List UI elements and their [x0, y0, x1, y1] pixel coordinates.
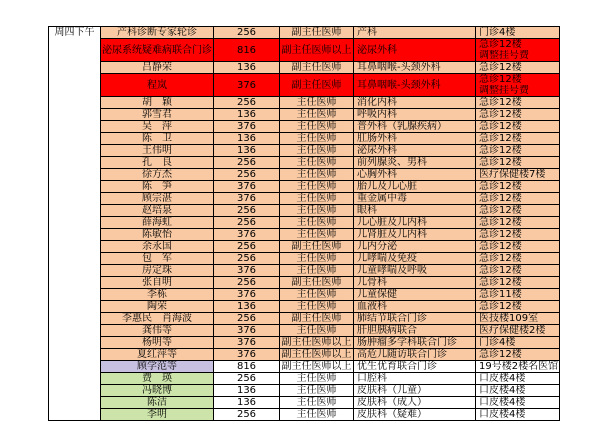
schedule-row — [49, 205, 560, 217]
location-cell — [476, 385, 560, 397]
doctor-name-cell: 郭雪君 — [101, 109, 214, 121]
location-cell — [476, 109, 560, 121]
location-line: 医疗保健楼7楼 — [479, 169, 546, 180]
location-line: 医疗保健楼2楼 — [479, 325, 546, 336]
location-line: 急诊11楼 — [479, 289, 522, 300]
location-cell — [476, 121, 560, 133]
doctor-name-cell: 陈 笋 — [101, 181, 214, 193]
title-cell: 主任医师 — [280, 229, 354, 241]
department-cell: 儿童保健 — [354, 289, 476, 301]
department-cell: 儿哮喘及免疫 — [354, 253, 476, 265]
title-cell: 副主任医师 — [280, 241, 354, 253]
doctor-name-cell: 陶荣 — [101, 301, 214, 313]
title-cell: 主任医师 — [280, 193, 354, 205]
fee-cell: 256 — [214, 277, 280, 289]
schedule-row — [49, 277, 560, 289]
location-cell — [476, 325, 560, 337]
doctor-name-cell: 杨明等 — [101, 337, 214, 349]
fee-cell: 376 — [214, 325, 280, 337]
fee-cell: 136 — [214, 62, 280, 74]
schedule-row — [49, 289, 560, 301]
fee-cell: 376 — [214, 181, 280, 193]
title-cell: 主任医师 — [280, 181, 354, 193]
department-cell: 优生优育联合门诊 — [354, 361, 476, 373]
department-cell: 心胸外科 — [354, 169, 476, 181]
schedule-row — [49, 373, 560, 385]
schedule-row — [49, 301, 560, 313]
fee-cell: 376 — [214, 121, 280, 133]
day-label: 周四下午 — [49, 27, 101, 421]
title-cell: 主任医师 — [280, 121, 354, 133]
location-line: 口皮楼4楼 — [479, 385, 526, 396]
title-cell: 副主任医师 — [280, 313, 354, 325]
fee-cell: 136 — [214, 397, 280, 409]
doctor-name-cell: 徐方杰 — [101, 169, 214, 181]
location-line: 医技楼109室 — [479, 313, 539, 324]
location-cell — [476, 349, 560, 361]
department-cell: 肺结节联合门诊 — [354, 313, 476, 325]
doctor-name-cell: 吴 萍 — [101, 121, 214, 133]
title-cell: 主任医师 — [280, 253, 354, 265]
department-cell: 耳鼻咽喉-头颈外科 — [354, 74, 476, 97]
title-cell: 主任医师 — [280, 289, 354, 301]
location-line: 急诊12楼 — [479, 133, 522, 144]
location-cell — [476, 74, 560, 97]
title-cell: 副主任医师 — [280, 74, 354, 97]
department-cell: 泌尿外科 — [354, 145, 476, 157]
location-line: 19号楼2楼名医馆 — [479, 361, 558, 372]
location-line: 急诊12楼 — [479, 145, 522, 156]
department-cell: 胎儿及儿心脏 — [354, 181, 476, 193]
doctor-name-cell: 胡 颖 — [101, 97, 214, 109]
doctor-name-cell: 陈 卫 — [101, 133, 214, 145]
schedule-row — [49, 74, 560, 97]
title-cell: 主任医师 — [280, 325, 354, 337]
fee-cell: 256 — [214, 373, 280, 385]
department-cell: 前列腺炎、男科 — [354, 157, 476, 169]
doctor-name-cell: 李栋 — [101, 289, 214, 301]
title-cell: 副主任医师以上 — [281, 349, 352, 360]
location-cell — [476, 241, 560, 253]
location-line: 急诊12楼 — [479, 97, 522, 108]
fee-cell: 376 — [214, 337, 280, 349]
location-cell — [476, 133, 560, 145]
department-cell: 泌尿外科 — [354, 39, 476, 62]
schedule-row — [49, 397, 560, 409]
department-cell: 高危儿随访联合门诊 — [354, 349, 476, 361]
schedule-row — [49, 409, 560, 421]
location-line: 口皮楼4楼 — [479, 397, 526, 408]
title-cell: 主任医师 — [280, 205, 354, 217]
fee-cell: 256 — [214, 217, 280, 229]
schedule-row — [49, 97, 560, 109]
doctor-name-cell: 李惠民 肖海波 — [101, 313, 214, 325]
location-line: 急诊12楼 — [479, 241, 522, 252]
fee-cell: 256 — [214, 169, 280, 181]
location-cell — [476, 277, 560, 289]
location-cell — [476, 265, 560, 277]
title-cell: 主任医师 — [280, 397, 354, 409]
schedule-row — [49, 361, 560, 373]
schedule-row — [49, 62, 560, 74]
schedule-row — [49, 385, 560, 397]
doctor-name-cell: 陈敏怡 — [101, 229, 214, 241]
location-line: 急诊12楼 — [479, 205, 522, 216]
department-cell: 肠肿瘤多学科联合门诊 — [354, 337, 476, 349]
fee-cell: 256 — [214, 253, 280, 265]
department-cell: 血液科 — [354, 301, 476, 313]
title-cell: 副主任医师以上 — [281, 361, 352, 372]
schedule-row — [49, 325, 560, 337]
schedule-row — [49, 265, 560, 277]
title-cell: 副主任医师以上 — [280, 39, 354, 62]
fee-cell: 136 — [214, 385, 280, 397]
location-line: 急诊12楼 — [479, 181, 522, 192]
title-cell: 主任医师 — [280, 373, 354, 385]
department-cell: 肛肠外科 — [354, 133, 476, 145]
department-cell: 皮肤科（成人） — [354, 397, 476, 409]
schedule-body — [49, 27, 560, 421]
location-line: 急诊12楼 — [479, 109, 522, 120]
doctor-name-cell: 王伟明 — [101, 145, 214, 157]
fee-cell: 376 — [214, 74, 280, 97]
location-line: 急诊12楼 — [479, 39, 522, 50]
location-cell — [476, 62, 560, 74]
title-cell: 主任医师 — [280, 157, 354, 169]
location-cell — [476, 145, 560, 157]
location-line: 急诊12楼 — [479, 349, 522, 360]
doctor-name-cell: 陈洁 — [101, 397, 214, 409]
schedule-row — [49, 193, 560, 205]
title-cell: 主任医师 — [280, 109, 354, 121]
location-line: 急诊12楼 — [479, 62, 522, 73]
schedule-row — [49, 253, 560, 265]
location-cell — [476, 373, 560, 385]
location-cell — [476, 313, 560, 325]
doctor-name-cell: 夏红萍等 — [101, 349, 214, 361]
location-cell — [476, 397, 560, 409]
doctor-name-cell: 吕静荣 — [101, 62, 214, 74]
title-cell: 主任医师 — [280, 385, 354, 397]
schedule-row — [49, 229, 560, 241]
department-cell: 皮肤科（儿童） — [354, 385, 476, 397]
title-cell: 副主任医师 — [280, 62, 354, 74]
doctor-name-cell: 余永国 — [101, 241, 214, 253]
fee-cell: 256 — [214, 157, 280, 169]
doctor-name-cell: 泌尿系统疑难病联合门诊 — [101, 39, 214, 62]
location-line: 调整挂号费 — [479, 85, 529, 96]
schedule-row — [49, 169, 560, 181]
title-cell: 主任医师 — [280, 409, 354, 421]
location-line: 门诊4楼 — [479, 337, 516, 348]
schedule-row — [49, 241, 560, 253]
doctor-name-cell: 包 军 — [101, 253, 214, 265]
location-line: 急诊12楼 — [479, 157, 522, 168]
fee-cell: 136 — [214, 133, 280, 145]
schedule-row — [49, 39, 560, 62]
location-cell — [476, 217, 560, 229]
department-cell: 儿童哮喘及呼吸 — [354, 265, 476, 277]
schedule-table — [48, 26, 560, 421]
fee-cell: 256 — [214, 205, 280, 217]
doctor-name-cell: 张自明 — [101, 277, 214, 289]
title-cell: 主任医师 — [280, 265, 354, 277]
location-cell — [476, 229, 560, 241]
fee-cell: 376 — [214, 229, 280, 241]
department-cell: 口腔科 — [354, 373, 476, 385]
doctor-name-cell: 程岚 — [101, 74, 214, 97]
doctor-name-cell: 房定珠 — [101, 265, 214, 277]
location-cell — [476, 361, 560, 373]
location-line: 急诊12楼 — [479, 193, 522, 204]
department-cell: 重金属中毒 — [354, 193, 476, 205]
doctor-name-cell: 龚伟等 — [101, 325, 214, 337]
location-cell — [476, 301, 560, 313]
department-cell: 产科 — [354, 27, 476, 39]
title-cell: 主任医师 — [280, 301, 354, 313]
schedule-row — [49, 337, 560, 349]
fee-cell: 256 — [214, 409, 280, 421]
location-cell — [476, 289, 560, 301]
location-cell — [476, 169, 560, 181]
schedule-row — [49, 217, 560, 229]
title-cell: 主任医师 — [280, 133, 354, 145]
doctor-name-cell: 李明 — [101, 409, 214, 421]
fee-cell: 376 — [214, 289, 280, 301]
doctor-name-cell: 顾宗湛 — [101, 193, 214, 205]
schedule-row — [49, 133, 560, 145]
fee-cell: 816 — [214, 361, 280, 373]
title-cell: 主任医师 — [280, 97, 354, 109]
location-cell — [476, 253, 560, 265]
doctor-name-cell: 费 瑛 — [101, 373, 214, 385]
location-line: 口皮楼4楼 — [479, 373, 526, 384]
schedule-row — [49, 109, 560, 121]
location-cell — [476, 409, 560, 421]
fee-cell: 376 — [214, 265, 280, 277]
location-cell — [476, 181, 560, 193]
location-cell — [476, 337, 560, 349]
schedule-row — [49, 157, 560, 169]
doctor-name-cell: 产科诊断专家轮诊 — [101, 27, 214, 39]
doctor-name-cell: 顾学范等 — [101, 361, 214, 373]
fee-cell: 136 — [214, 145, 280, 157]
location-line: 急诊12楼 — [479, 74, 522, 85]
department-cell: 皮肤科（疑难） — [354, 409, 476, 421]
department-cell: 儿肾脏及儿内科 — [354, 229, 476, 241]
location-cell — [476, 27, 560, 39]
department-cell: 眼科 — [354, 205, 476, 217]
location-line: 急诊12楼 — [479, 265, 522, 276]
doctor-name-cell: 赵培泉 — [101, 205, 214, 217]
department-cell: 耳鼻咽喉-头颈外科 — [354, 62, 476, 74]
title-cell: 副主任医师 — [280, 277, 354, 289]
department-cell: 儿心脏及儿内科 — [354, 217, 476, 229]
title-cell: 副主任医师 — [280, 27, 354, 39]
department-cell: 消化内科 — [354, 97, 476, 109]
location-cell — [476, 193, 560, 205]
title-cell: 主任医师 — [280, 169, 354, 181]
schedule-row — [49, 313, 560, 325]
department-cell: 肝胆胰病联合 — [354, 325, 476, 337]
department-cell: 普外科（乳腺疾病） — [354, 121, 476, 133]
fee-cell: 376 — [214, 193, 280, 205]
location-line: 急诊12楼 — [479, 253, 522, 264]
fee-cell: 256 — [214, 27, 280, 39]
location-cell — [476, 39, 560, 62]
location-line: 急诊12楼 — [479, 301, 522, 312]
fee-cell: 136 — [214, 109, 280, 121]
schedule-row — [49, 121, 560, 133]
location-line: 急诊12楼 — [479, 229, 522, 240]
schedule-row — [49, 181, 560, 193]
location-line: 急诊12楼 — [479, 277, 522, 288]
department-cell: 儿骨科 — [354, 277, 476, 289]
department-cell: 儿内分泌 — [354, 241, 476, 253]
location-line: 口皮楼4楼 — [479, 409, 526, 420]
location-cell — [476, 97, 560, 109]
schedule-row — [49, 27, 560, 39]
location-cell — [476, 157, 560, 169]
fee-cell: 256 — [214, 241, 280, 253]
doctor-name-cell: 孔 良 — [101, 157, 214, 169]
schedule-row — [49, 145, 560, 157]
location-line: 调整挂号费 — [479, 50, 529, 61]
fee-cell: 136 — [214, 301, 280, 313]
department-cell: 呼吸内科 — [354, 109, 476, 121]
fee-cell: 376 — [214, 349, 280, 361]
fee-cell: 256 — [214, 97, 280, 109]
doctor-name-cell: 薛海虹 — [101, 217, 214, 229]
fee-cell: 816 — [214, 39, 280, 62]
doctor-name-cell: 冯晓博 — [101, 385, 214, 397]
schedule-row — [49, 349, 560, 361]
title-cell: 副主任医师以上 — [281, 337, 352, 348]
fee-cell: 256 — [214, 313, 280, 325]
location-line: 急诊12楼 — [479, 121, 522, 132]
title-cell: 主任医师 — [280, 217, 354, 229]
location-cell — [476, 205, 560, 217]
location-line: 门诊4楼 — [479, 27, 516, 38]
title-cell: 主任医师 — [280, 145, 354, 157]
location-line: 急诊12楼 — [479, 217, 522, 228]
